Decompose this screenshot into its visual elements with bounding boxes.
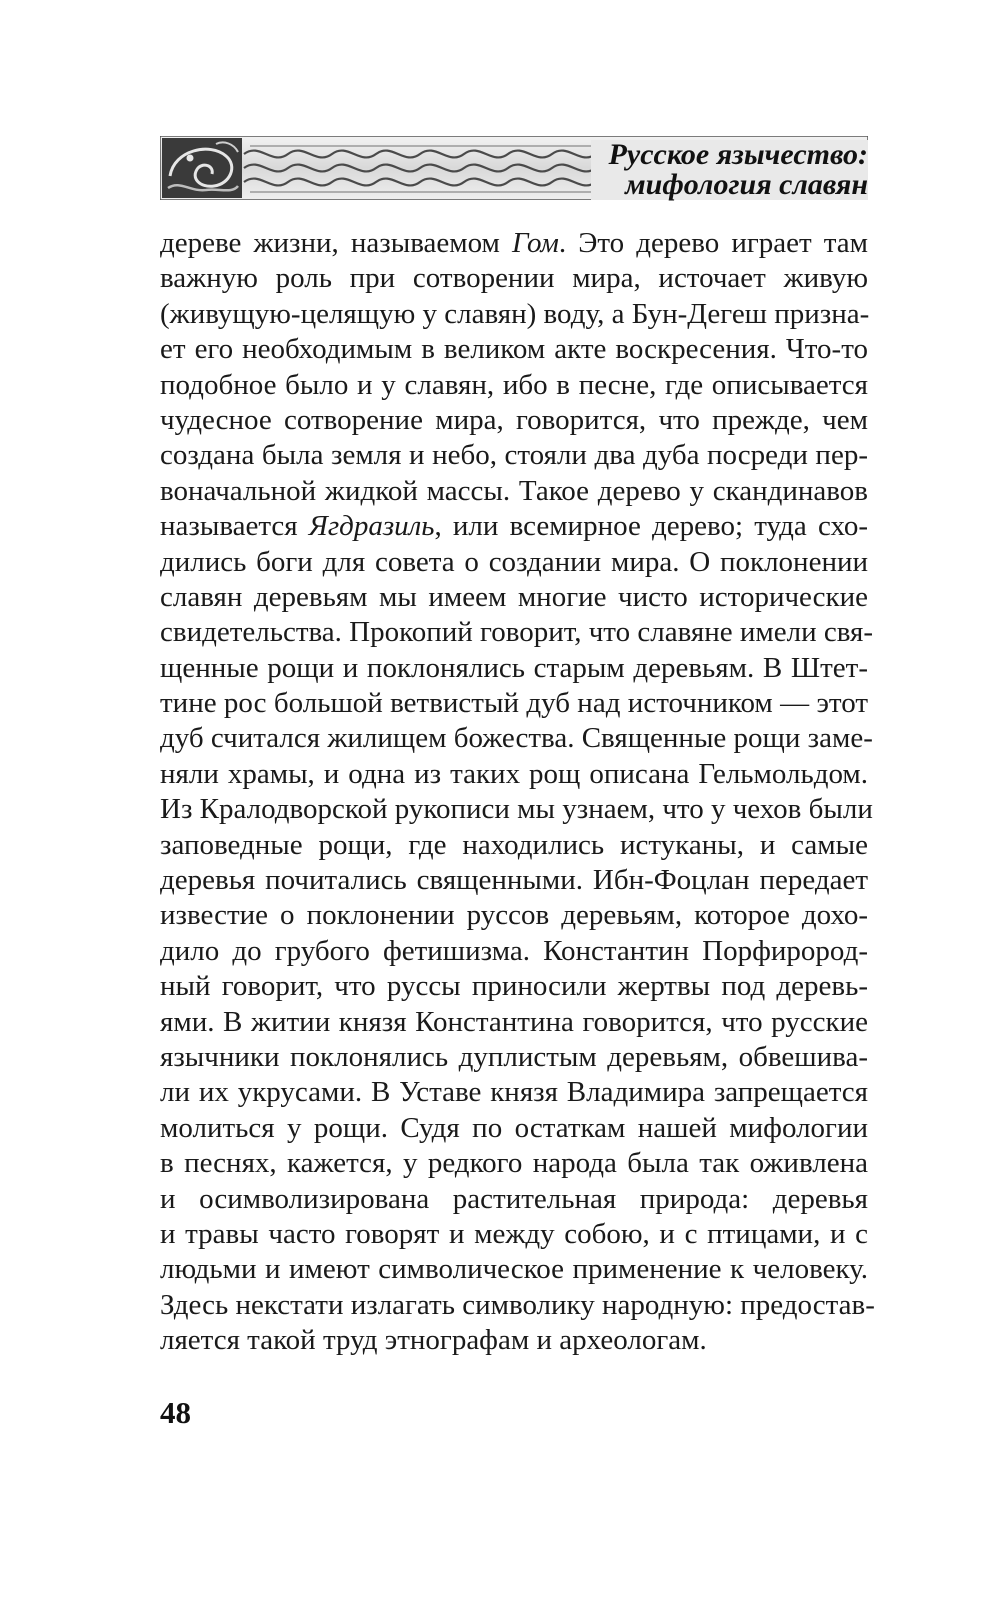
- text-line: [160, 757, 868, 792]
- text-line: [160, 969, 868, 1004]
- text-run: людьми и имеют символическое применение к человеку.: [160, 1253, 868, 1286]
- text-line: [160, 1288, 875, 1323]
- dragon-head-icon: [162, 138, 242, 198]
- header-title-line-1: Русское язычество:: [608, 138, 868, 171]
- text-run: . Это дерево играет там: [558, 227, 868, 259]
- text-line: [160, 1075, 868, 1110]
- text-run: важную роль при сотворении мира, источает живую: [160, 262, 868, 295]
- text-line: [160, 545, 868, 580]
- text-run: (живущую-целящую у славян) воду, а Бун-Дегеш призна-: [160, 297, 870, 330]
- text-run: ный говорит, что руссы приносили жертвы под деревь-: [160, 970, 868, 1003]
- page-number: 48: [160, 1395, 191, 1430]
- text-run: дуб считался жилищем божества. Священные рощи заме-: [160, 722, 873, 755]
- text-run: называется: [160, 510, 309, 543]
- text-line: [160, 580, 868, 615]
- text-line: [160, 509, 868, 544]
- text-line: [160, 1252, 868, 1287]
- running-header: [160, 136, 868, 200]
- text-line: [160, 1323, 868, 1358]
- text-run: молиться у рощи. Судя по остаткам нашей мифологии: [160, 1111, 868, 1144]
- text-line: [160, 651, 868, 686]
- text-run: ли их укрусами. В Уставе князя Владимира запрещается: [160, 1076, 868, 1109]
- text-line: [160, 686, 868, 721]
- text-run: воначальной жидкой массы. Такое дерево у скандинавов: [160, 474, 868, 507]
- text-line: [160, 261, 868, 296]
- text-run: Здесь некстати излагать символику народную: предостав-: [160, 1288, 875, 1321]
- text-line: [160, 368, 868, 403]
- text-line: [160, 1111, 868, 1146]
- text-run: щенные рощи и поклонялись старым деревьям. В Штет-: [160, 651, 868, 684]
- text-run: язычники поклонялись дуплистым деревьям, обвешива-: [160, 1040, 868, 1073]
- text-run: дереве жизни, называемом: [160, 227, 512, 259]
- text-line: [160, 615, 874, 650]
- text-line: [160, 1005, 868, 1040]
- text-line: [160, 934, 868, 969]
- text-line: [160, 898, 868, 933]
- italic-term: Гом: [511, 227, 559, 259]
- text-line: [160, 792, 873, 827]
- text-line: [160, 721, 873, 756]
- text-line: [160, 1040, 868, 1075]
- text-run: дились боги для совета о создании мира. О поклонении: [160, 545, 868, 578]
- text-line: [160, 297, 868, 332]
- text-run: , или всемирное дерево; туда схо-: [434, 510, 868, 543]
- main-text-block: [160, 226, 875, 1359]
- text-run: няли храмы, и одна из таких рощ описана Гельмольдом.: [160, 757, 868, 790]
- text-run: деревья почитались священными. Ибн-Фоцлан передает: [160, 864, 868, 897]
- text-run: и осимволизирована растительная природа: деревья: [160, 1182, 868, 1215]
- text-run: создана была земля и небо, стояли два дуба посреди пер-: [160, 439, 868, 472]
- text-line: [160, 1217, 868, 1252]
- text-run: подобное было и у славян, ибо в песне, где описывается: [160, 368, 868, 401]
- text-line: [160, 403, 868, 438]
- italic-term: Ягдразиль: [308, 510, 435, 543]
- text-run: ет его необходимым в великом акте воскресения. Что-то: [160, 333, 868, 366]
- text-run: заповедные рощи, где находились истуканы, и самые: [160, 828, 868, 861]
- text-run: славян деревьям мы имеем многие чисто исторические: [160, 580, 868, 613]
- text-line: [160, 863, 868, 898]
- text-line: [160, 1182, 868, 1217]
- running-header-title: [591, 140, 868, 200]
- text-line: [160, 226, 868, 261]
- text-line: [160, 828, 868, 863]
- text-line: [160, 332, 868, 367]
- text-run: тине рос большой ветвистый дуб над источником — этот: [160, 687, 868, 720]
- text-line: [160, 438, 868, 473]
- text-line: [160, 1146, 868, 1181]
- text-line: [160, 474, 868, 509]
- text-run: ями. В житии князя Константина говорится, что русские: [160, 1005, 868, 1038]
- text-run: известие о поклонении руссов деревьям, которое дохо-: [160, 899, 868, 932]
- text-run: в песнях, кажется, у редкого народа была так оживлена: [160, 1147, 868, 1180]
- text-run: чудесное сотворение мира, говорится, что прежде, чем: [160, 403, 868, 436]
- text-run: Из Кралодворской рукописи мы узнаем, что у чехов были: [160, 793, 873, 826]
- text-run: свидетельства. Прокопий говорит, что славяне имели свя-: [160, 616, 874, 649]
- text-run: дило до грубого фетишизма. Константин Порфирород-: [160, 934, 868, 967]
- text-run: и травы часто говорят и между собою, и с птицами, и с: [160, 1217, 868, 1250]
- header-title-line-2: мифология славян: [625, 168, 868, 201]
- text-run: ляется такой труд этнографам и археологам.: [160, 1324, 707, 1357]
